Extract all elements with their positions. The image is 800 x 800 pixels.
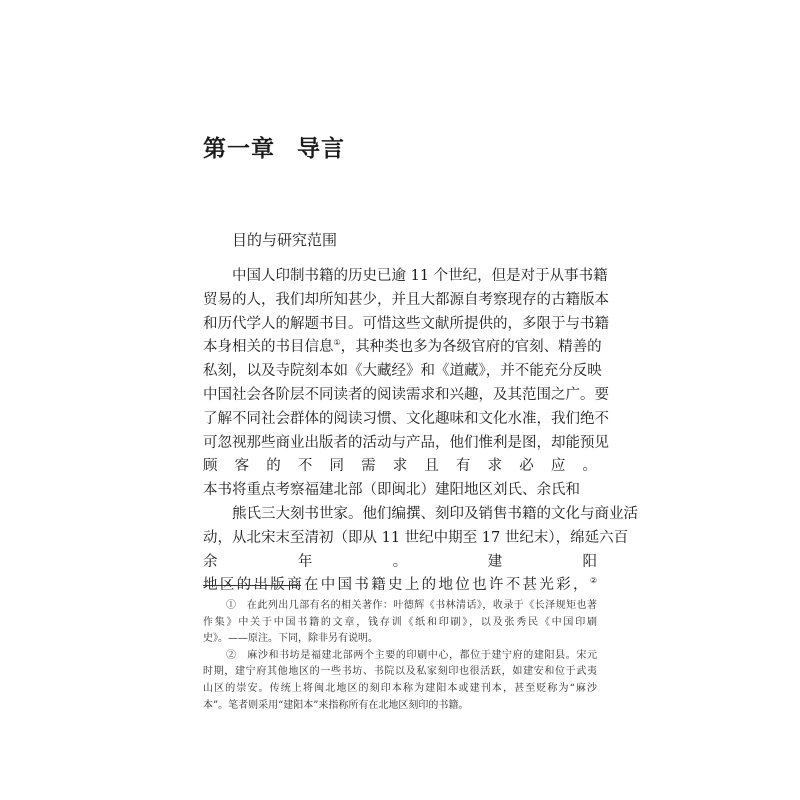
footnote-ref-2[interactable]: ② [589, 576, 597, 586]
chapter-heading [203, 130, 345, 163]
body-paragraph-2 [203, 503, 638, 598]
body-line: 贸易的人，我们却所知甚少，并且大都源自考察现存的古籍版本 [203, 291, 609, 308]
body-line: 熊氏三大刻书世家。他们编撰、刻印及销售书籍的文化与商业活 [232, 506, 638, 522]
body-line: 中国社会各阶层不同读者的阅读需求和兴趣，及其范围之广。要 [203, 386, 609, 403]
body-line: 了解不同社会群体的阅读习惯、文化趣味和文化水准，我们绝不 [203, 410, 609, 427]
body-line-text: 地区的出版商在中国书籍史上的地位也许不甚光彩， [203, 577, 590, 594]
footnote-line: ② 麻沙和书坊是福建北部两个主要的印刷中心，都位于建宁府的建阳县。宋元 [226, 649, 597, 661]
footnote-ref-1[interactable]: ① [333, 338, 341, 348]
footnote-line: 作集》中关于中国书籍的文章，钱存训《纸和印刷》，以及张秀民《中国印刷 [203, 616, 597, 628]
body-line: 和历代学人的解题书目。可惜这些文献所提供的，多限于与书籍 [203, 315, 609, 332]
footnote-line: 山区的崇安。传统上将闽北地区的刻印本称为建阳本或建刊本，甚至贬称为“麻沙 [203, 682, 597, 694]
body-line-text: 本身相关的书目信息 [203, 339, 334, 356]
body-line-text: ，其种类也多为各级官府的官刻、精善的 [340, 339, 602, 356]
body-line [203, 336, 602, 360]
footnote-line: 本”。笔者则采用“建阳本”来指称所有在北地区刻印的书籍。 [203, 699, 469, 711]
body-paragraph-1 [203, 265, 609, 503]
body-line: 可忽视那些商业出版者的活动与产品，他们惟利是图，却能预见 [203, 434, 609, 451]
footnote-divider [203, 585, 301, 586]
body-line [203, 574, 597, 598]
footnotes [203, 598, 597, 714]
chapter-number: 第一章 [203, 135, 275, 162]
footnote-line: ① 在此列出几部有名的相关著作：叶德辉《书林清话》，收录于《长泽规矩也著 [226, 600, 597, 611]
body-line: 动，从北宋末至清初（即从 11 世纪中期至 17 世纪末），绵延六百 [203, 529, 629, 546]
footnote-line: 史》。——原注。下同，除非另有说明。 [203, 633, 378, 645]
section-heading: 目的与研究范围 [232, 231, 338, 249]
chapter-title: 导言 [297, 135, 345, 162]
body-line: 中国人印制书籍的历史已逾 11 个世纪，但是对于从事书籍 [232, 268, 608, 284]
body-line: 本书将重点考察福建北部（即闽北）建阳地区刘氏、余氏和 [203, 482, 580, 499]
body-line: 顾客的不同需求且有求必应。 [203, 458, 597, 475]
body-line: 私刻，以及寺院刻本如《大藏经》和《道藏》，并不能充分反映 [203, 363, 602, 380]
body-line: 余年。建阳 [203, 553, 597, 570]
footnote-line: 时期，建宁府其他地区的一些书坊、书院以及私家刻印也很活跃，如建安和位于武夷 [203, 666, 597, 678]
